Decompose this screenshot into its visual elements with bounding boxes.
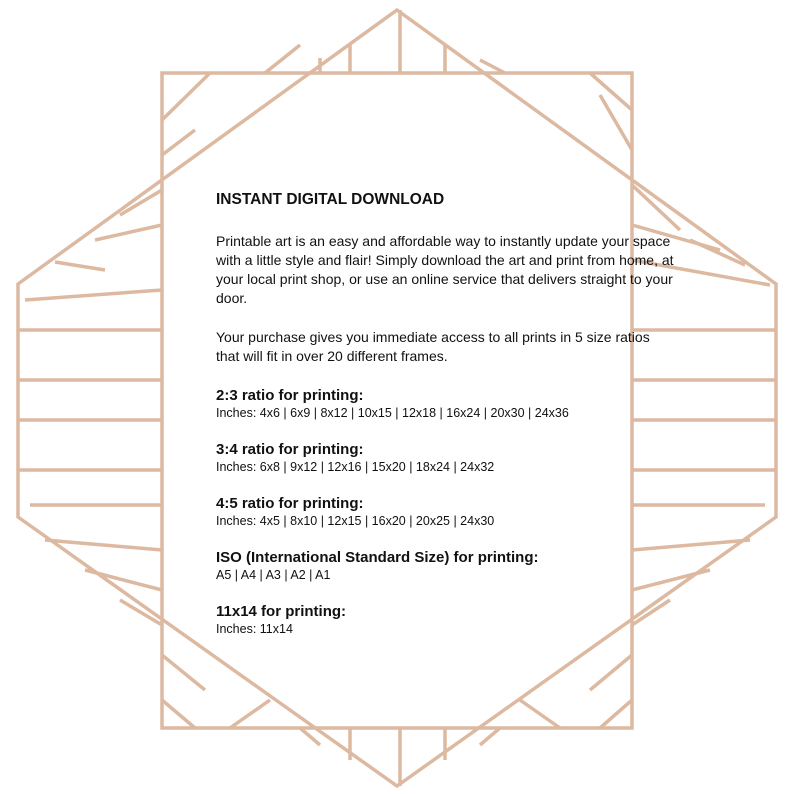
- section-title: 4:5 ratio for printing:: [216, 495, 364, 512]
- frame-hatch: [162, 130, 195, 155]
- frame-hatch: [480, 728, 500, 745]
- section-3x4: [216, 440, 676, 476]
- section-title: ISO (International Standard Size) for printing:: [216, 549, 539, 566]
- frame-hatch: [162, 655, 205, 690]
- section-2x3: [216, 386, 676, 422]
- section-sizes: Inches: 4x6 | 6x9 | 8x12 | 10x15 | 12x18 | 16x24 | 20x30 | 24x36: [216, 406, 569, 420]
- page-title: INSTANT DIGITAL DOWNLOAD: [216, 191, 445, 208]
- section-sizes: Inches: 4x5 | 8x10 | 12x15 | 16x20 | 20x25 | 24x30: [216, 514, 495, 528]
- section-sizes: Inches: 6x8 | 9x12 | 12x16 | 15x20 | 18x24 | 24x32: [216, 460, 495, 474]
- frame-hatch: [600, 700, 632, 728]
- frame-hatch: [85, 570, 162, 590]
- frame-hatch: [230, 700, 270, 728]
- section-title: 11x14 for printing:: [216, 603, 347, 620]
- info-panel: [216, 190, 676, 656]
- frame-hatch: [600, 95, 632, 150]
- section-4x5: [216, 494, 676, 530]
- purchase-paragraph: Your purchase gives you immediate access to all prints in 5 size ratios that will fit in over 20 different frames.: [216, 329, 650, 364]
- frame-hatch: [55, 262, 105, 270]
- section-sizes: A5 | A4 | A3 | A2 | A1: [216, 568, 331, 582]
- frame-hatch: [25, 290, 162, 300]
- section-11x14: [216, 602, 676, 638]
- frame-hatch: [162, 73, 210, 120]
- section-title: 2:3 ratio for printing:: [216, 387, 364, 404]
- frame-hatch: [265, 45, 300, 73]
- section-sizes: Inches: 11x14: [216, 622, 293, 636]
- intro-paragraph: Printable art is an easy and affordable way to instantly update your space with a little style and flair! Simply download the art and print from home, at your local print shop, or use an online service that delivers straight to your door.: [216, 233, 674, 306]
- frame-hatch: [590, 655, 632, 690]
- frame-hatch: [520, 700, 560, 728]
- section-iso: [216, 548, 676, 584]
- frame-hatch: [590, 73, 632, 110]
- frame-hatch: [162, 700, 195, 728]
- section-title: 3:4 ratio for printing:: [216, 441, 364, 458]
- frame-hatch: [95, 225, 162, 240]
